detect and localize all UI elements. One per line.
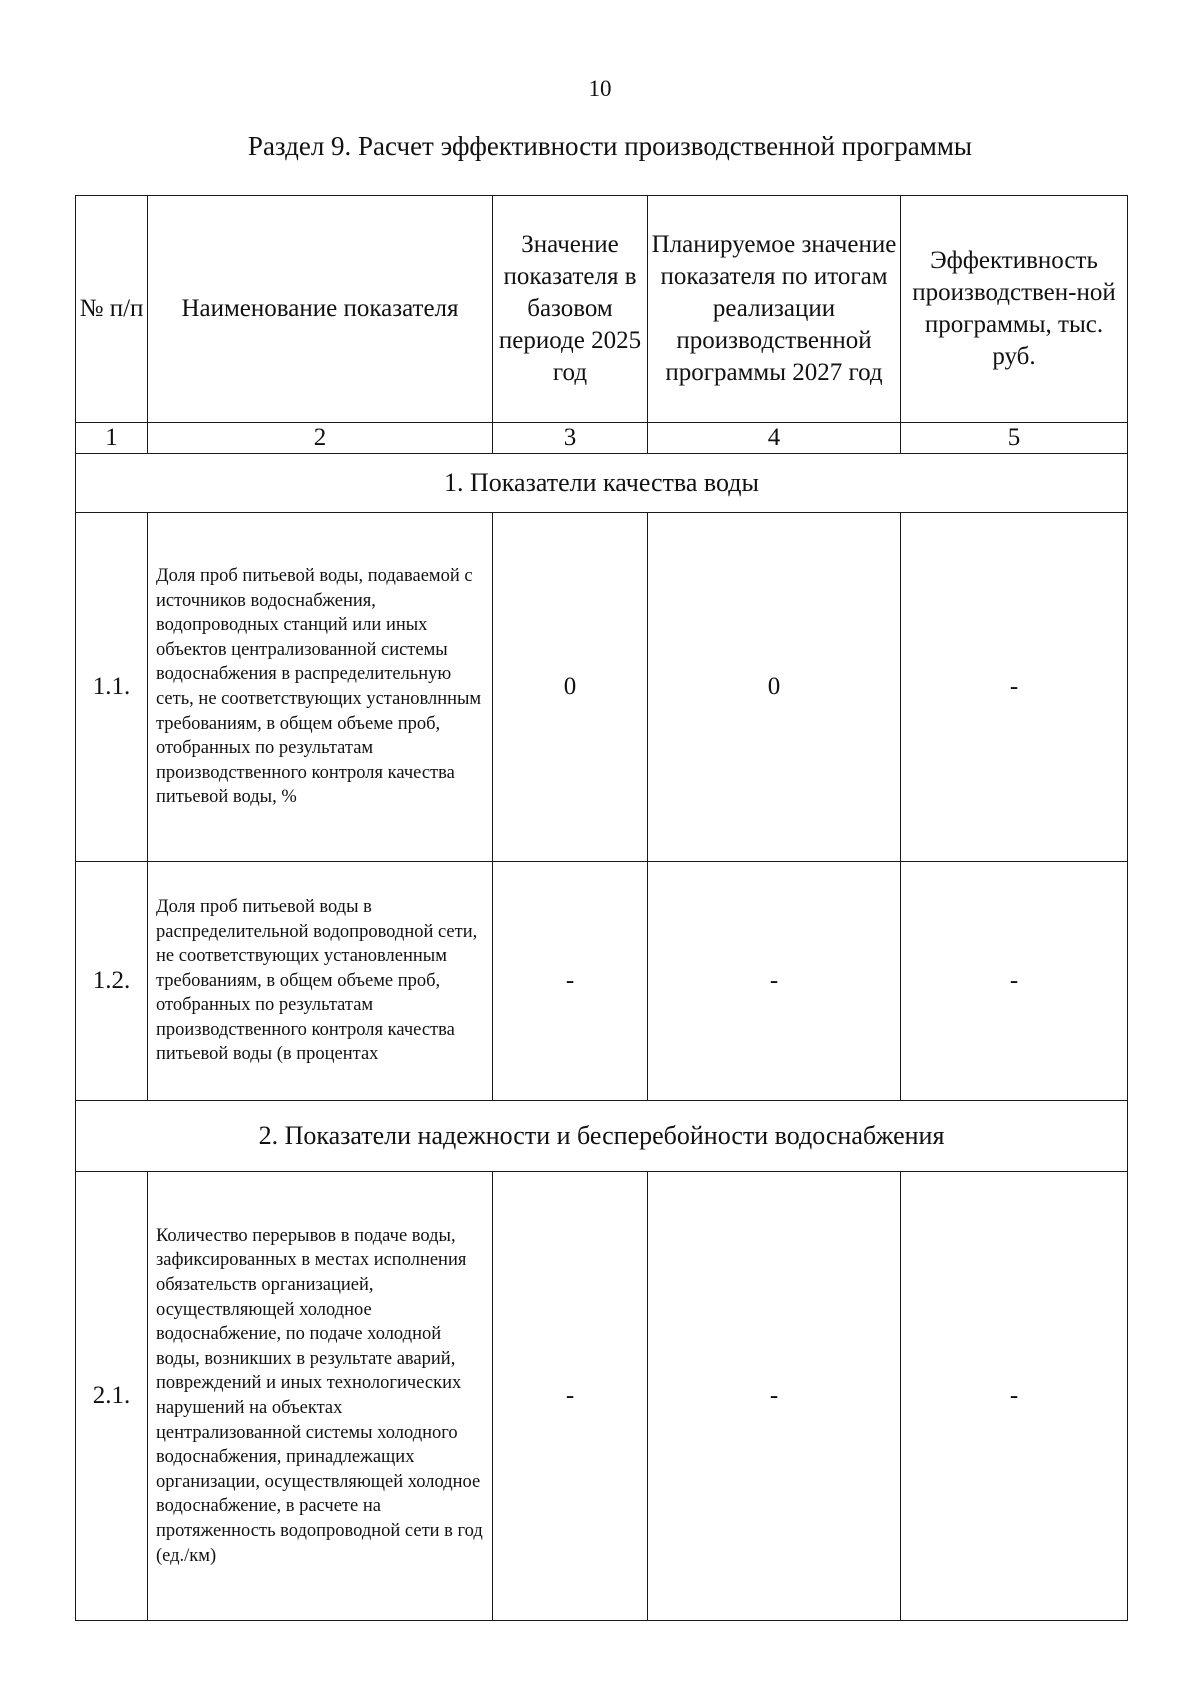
row-number: 2.1. — [76, 1172, 148, 1621]
base-value: - — [493, 1172, 648, 1621]
planned-value: 0 — [648, 513, 901, 862]
table-header-row — [76, 196, 1128, 423]
section-title: Раздел 9. Расчет эффективности производственной программы — [247, 131, 973, 161]
indicator-name: Доля проб питьевой воды, подаваемой с источников водоснабжения, водопроводных станций или иных объектов централизованной системы водоснабжения в распределительную сеть, не соответствующих установлнным требованиям, в общем объеме проб, отобранных по результатам производственного контроля качества питьевой воды, % — [148, 513, 493, 862]
column-number: 3 — [493, 423, 648, 454]
header-base-value: Значение показателя в базовом периоде 2025 год — [493, 196, 648, 423]
column-numbers-row — [76, 423, 1128, 454]
page-number: 10 — [588, 76, 612, 101]
column-number: 1 — [76, 423, 148, 454]
column-number: 5 — [901, 423, 1128, 454]
header-name: Наименование показателя — [148, 196, 493, 423]
indicator-name: Количество перерывов в подаче воды, зафиксированных в местах исполнения обязательств организацией, осуществляющей холодное водоснабжение, по подаче холодной воды, возникших в результате аварий, повреждений и иных технологических нарушений на объектах централизованной системы холодного водоснабжения, принадлежащих организации, осуществляющей холодное водоснабжение, в расчете на протяженность водопроводной сети в год (ед./км) — [148, 1172, 493, 1621]
header-efficiency: Эффективность производствен-ной программы, тыс. руб. — [901, 196, 1128, 423]
planned-value: - — [648, 862, 901, 1101]
section-title-cell: 1. Показатели качества воды — [76, 454, 1128, 513]
efficiency-value: - — [901, 862, 1128, 1101]
column-number: 4 — [648, 423, 901, 454]
table-row — [76, 1172, 1128, 1621]
header-num: № п/п — [76, 196, 148, 423]
section-title-cell: 2. Показатели надежности и бесперебойности водоснабжения — [76, 1101, 1128, 1172]
header-planned-value: Планируемое значение показателя по итогам реализации производственной программы 2027 год — [648, 196, 901, 423]
indicator-name: Доля проб питьевой воды в распределительной водопроводной сети, не соответствующих установленным требованиям, в общем объеме проб, отобранных по результатам производственного контроля качества питьевой воды (в процентах — [148, 862, 493, 1101]
efficiency-table — [75, 195, 1128, 1621]
base-value: 0 — [493, 513, 648, 862]
table-row — [76, 513, 1128, 862]
planned-value: - — [648, 1172, 901, 1621]
section-row — [76, 1101, 1128, 1172]
table-row — [76, 862, 1128, 1101]
base-value: - — [493, 862, 648, 1101]
column-number: 2 — [148, 423, 493, 454]
efficiency-value: - — [901, 1172, 1128, 1621]
row-number: 1.1. — [76, 513, 148, 862]
row-number: 1.2. — [76, 862, 148, 1101]
section-row — [76, 454, 1128, 513]
efficiency-value: - — [901, 513, 1128, 862]
